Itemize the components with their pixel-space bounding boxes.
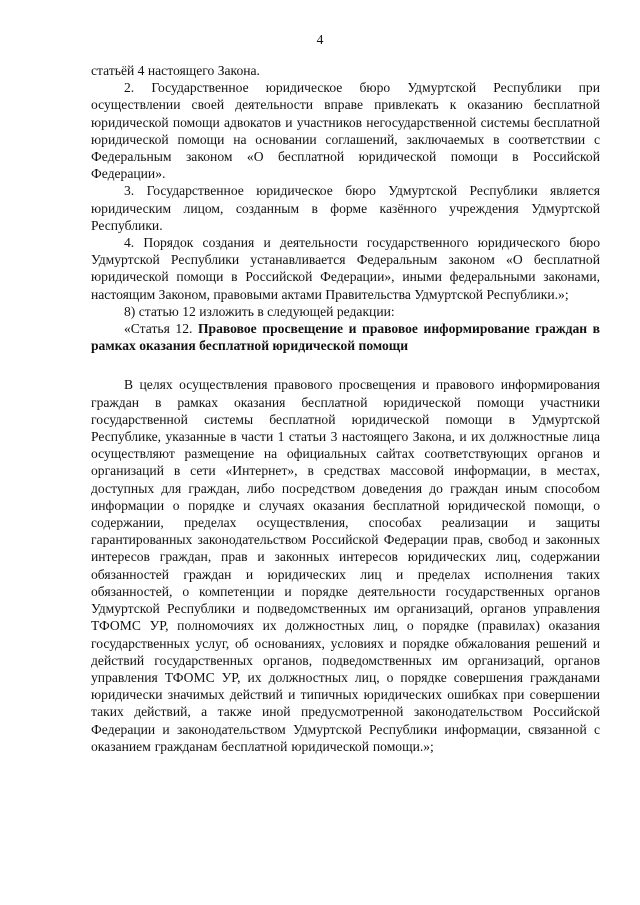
paragraph-item-4: 4. Порядок создания и деятельности государственного юридического бюро Удмуртской Республики устанавливается Федеральным законом «О бесплатной юридической помощи в Российской Федерации», иными федеральными законами, настоящим Законом, правовыми актами Правительства Удмуртской Республики.»; <box>91 235 600 302</box>
paragraph-item-3: 3. Государственное юридическое бюро Удмуртской Республики является юридическим лицом, созданным в форме казённого учреждения Удмуртской Республики. <box>91 183 600 233</box>
page-number: 4 <box>316 32 324 47</box>
article-body: В целях осуществления правового просвещения и правового информирования граждан в рамках оказания бесплатной юридической помощи участники государственной системы бесплатной юридической помощи в Удмуртской Республике, указанные в части 1 статьи 3 настоящего Закона, и их должностные лица осуществляют размещение на официальных сайтах соответствующих органов и организаций в сети «Интернет», в средствах массовой информации, в местах, доступных для граждан, либо посредством доведения до граждан иным способом информации о порядке и случаях оказания бесплатной юридической помощи, о содержании, пределах осуществления, способах реализации и защиты гарантированных законодательством Российской Федерации прав, свобод и законных интересов граждан, прав и законных интересов юридических лиц, содержании обязанностей граждан и юридических лиц и пределах исполнения таких обязанностей, о компетенции и порядке деятельности государственных органов Удмуртской Республики и подведомственных им организаций, органов управления ТФОМС УР, полномочиях их должностных лиц, о порядке (правилах) оказания государственных услуг, об основаниях, условиях и порядке обжалования решений и действий государственных органов, подведомственных им организаций, органов управления ТФОМС УР, их должностных лиц, о порядке совершения гражданами юридически значимых действий и типичных юридических ошибках при совершении таких действий, а также иной предусмотренной законодательством Российской Федерации и законодательством Удмуртской Республики информации, связанной с оказанием гражданам бесплатной юридической помощи.»; <box>91 377 600 754</box>
paragraph-item-2: 2. Государственное юридическое бюро Удмуртской Республики при осуществлении своей деятельности вправе привлекать к оказанию бесплатной юридической помощи адвокатов и участников негосударственной системы бесплатной юридической помощи на основании соглашений, заключаемых в соответствии с Федеральным законом «О бесплатной юридической помощи в Российской Федерации». <box>91 80 600 182</box>
paragraph-continuation: статьёй 4 настоящего Закона. <box>91 63 260 78</box>
article-number: «Статья 12. <box>124 321 193 337</box>
article-heading <box>91 320 600 354</box>
document-body <box>91 62 600 755</box>
paragraph-amendment-8: 8) статью 12 изложить в следующей редакции: <box>124 303 395 319</box>
spacer <box>91 354 600 376</box>
article-title: Правовое просвещение и правовое информирование граждан в рамках оказания бесплатной юридической помощи <box>91 321 601 354</box>
